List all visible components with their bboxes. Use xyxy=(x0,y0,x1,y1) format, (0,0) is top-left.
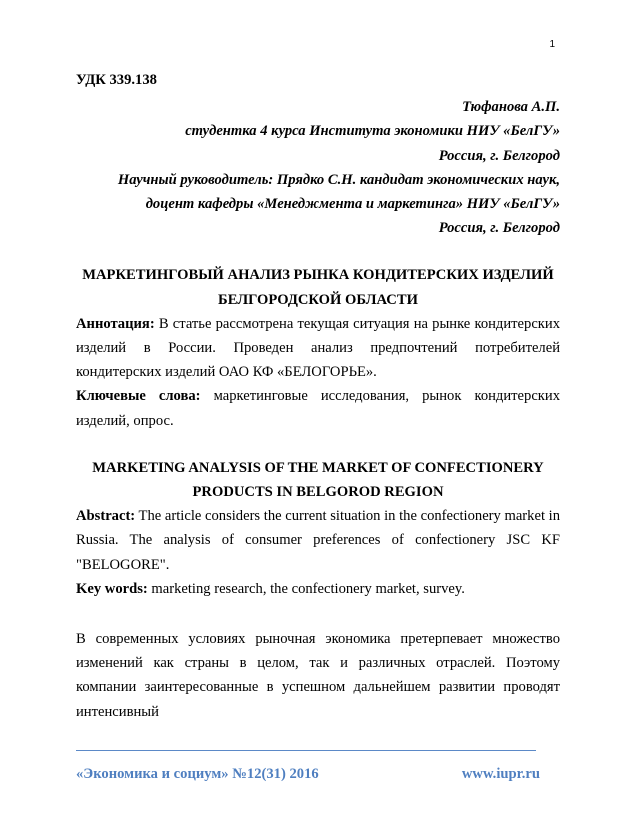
abstract-label: Abstract: xyxy=(76,508,136,525)
keywords-en-label: Key words: xyxy=(76,580,148,597)
supervisor-location: Россия, г. Белгород xyxy=(438,220,560,237)
body-paragraph: В современных условиях рыночная экономика претерпевает множество изменений как страны в целом, так и различных отраслей. Поэтому компании заинтересованные в успешном дальнейшем развитии проводят интенсивный xyxy=(76,631,560,720)
author-name: Тюфанова А.П. xyxy=(462,99,560,116)
title-en-line-2: PRODUCTS IN BELGOROD REGION xyxy=(192,484,444,501)
author-block xyxy=(76,95,560,240)
abstract xyxy=(76,504,560,577)
author-location: Россия, г. Белгород xyxy=(438,147,560,164)
footer xyxy=(76,766,540,783)
title-russian xyxy=(76,263,560,311)
abstract-text: The article considers the current situation in the confectionery market in Russia. The analysis of consumer preferences of confectionery JSC KF "BELOGORE". xyxy=(76,508,560,573)
keywords-label: Ключевые слова: xyxy=(76,388,201,405)
keywords-en xyxy=(76,577,560,601)
udk-code: УДК 339.138 xyxy=(76,72,157,88)
article-content xyxy=(76,68,560,724)
annotation xyxy=(76,312,560,385)
footer-divider xyxy=(76,750,536,751)
keywords-en-text: marketing research, the confectionery market, survey. xyxy=(147,580,465,597)
footer-website-link[interactable]: www.iupr.ru xyxy=(461,766,540,782)
keywords xyxy=(76,384,560,432)
title-ru-line-1: МАРКЕТИНГОВЫЙ АНАЛИЗ РЫНКА КОНДИТЕРСКИХ ИЗДЕЛИЙ xyxy=(82,267,554,284)
supervisor: Научный руководитель: Прядко С.Н. кандидат экономических наук, xyxy=(117,171,560,188)
footer-journal: «Экономика и социум» №12(31) 2016 xyxy=(76,766,319,782)
annotation-text: В статье рассмотрена текущая ситуация на рынке кондитерских изделий в России. Проведен анализ предпочтений потребителей кондитерских изделий ОАО КФ «БЕЛОГОРЬЕ». xyxy=(76,315,560,381)
supervisor-position: доцент кафедры «Менеджмента и маркетинга» НИУ «БелГУ» xyxy=(145,196,560,213)
annotation-label: Аннотация: xyxy=(76,315,155,332)
title-english xyxy=(76,456,560,504)
author-position: студентка 4 курса Института экономики НИУ «БелГУ» xyxy=(185,123,560,140)
title-en-line-1: MARKETING ANALYSIS OF THE MARKET OF CONFECTIONERY xyxy=(92,459,544,476)
page-number: 1 xyxy=(549,39,555,50)
keywords-text: маркетинговые исследования, рынок кондитерских изделий, опрос. xyxy=(76,388,560,429)
title-ru-line-2: БЕЛГОРОДСКОЙ ОБЛАСТИ xyxy=(218,291,418,308)
